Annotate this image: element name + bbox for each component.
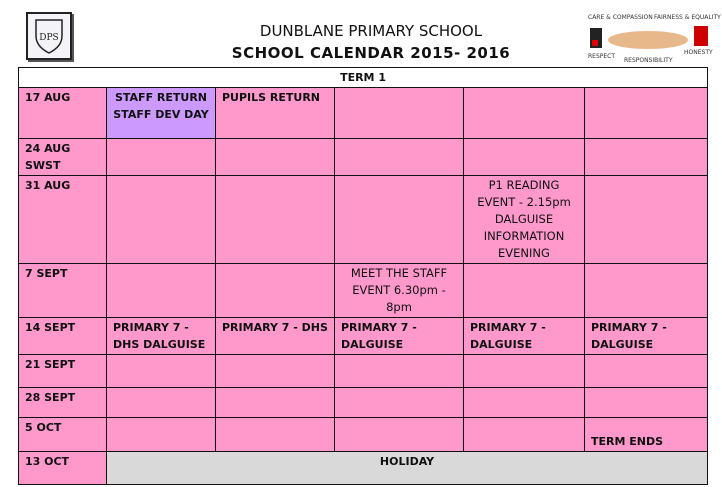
event-cell: PRIMARY 7 - DALGUISE xyxy=(335,318,464,355)
event-cell xyxy=(335,176,464,264)
event-cell: MEET THE STAFF EVENT 6.30pm - 8pm xyxy=(335,264,464,318)
crest-letters: DPS xyxy=(39,33,59,43)
event-cell xyxy=(585,176,708,264)
event-cell xyxy=(464,418,585,452)
calendar-table xyxy=(18,67,708,485)
event-cell: STAFF RETURN STAFF DEV DAY xyxy=(107,88,216,139)
event-cell xyxy=(335,88,464,139)
event-cell xyxy=(335,388,464,418)
event-cell xyxy=(585,139,708,176)
event-cell xyxy=(216,388,335,418)
svg-text:RESPECT: RESPECT xyxy=(588,53,616,60)
event-cell xyxy=(464,388,585,418)
holiday-cell: HOLIDAY xyxy=(107,452,708,485)
event-cell xyxy=(464,88,585,139)
svg-text:RESPONSIBILITY: RESPONSIBILITY xyxy=(624,57,673,64)
event-cell xyxy=(107,355,216,388)
event-cell xyxy=(216,264,335,318)
event-cell xyxy=(464,264,585,318)
event-cell: TERM ENDS xyxy=(585,418,708,452)
week-label: 24 AUG SWST xyxy=(19,139,107,176)
week-label: 31 AUG xyxy=(19,176,107,264)
event-cell xyxy=(585,264,708,318)
event-cell xyxy=(107,418,216,452)
week-label: 28 SEPT xyxy=(19,388,107,418)
event-cell xyxy=(216,355,335,388)
event-cell xyxy=(107,139,216,176)
school-name: DUNBLANE PRIMARY SCHOOL xyxy=(259,22,483,40)
event-cell xyxy=(585,388,708,418)
week-label: 21 SEPT xyxy=(19,355,107,388)
event-cell: PRIMARY 7 - DHS DALGUISE xyxy=(107,318,216,355)
event-cell: PRIMARY 7 - DHS xyxy=(216,318,335,355)
term-heading: TERM 1 xyxy=(19,68,708,88)
svg-text:HONESTY: HONESTY xyxy=(684,49,713,56)
week-label: 13 OCT xyxy=(19,452,107,485)
event-cell xyxy=(335,418,464,452)
event-cell xyxy=(107,264,216,318)
event-cell: P1 READING EVENT - 2.15pm DALGUISE INFORMATION EVENING xyxy=(464,176,585,264)
values-handshake-logo xyxy=(586,10,721,64)
svg-text:CARE & COMPASSION: CARE & COMPASSION xyxy=(588,14,653,21)
event-cell: PUPILS RETURN xyxy=(216,88,335,139)
event-cell xyxy=(107,388,216,418)
event-cell xyxy=(216,176,335,264)
event-cell xyxy=(464,139,585,176)
event-cell xyxy=(216,139,335,176)
event-cell xyxy=(216,418,335,452)
week-label: 14 SEPT xyxy=(19,318,107,355)
event-cell xyxy=(464,355,585,388)
week-label: 7 SEPT xyxy=(19,264,107,318)
event-cell xyxy=(335,139,464,176)
event-cell xyxy=(585,355,708,388)
event-cell: PRIMARY 7 - DALGUISE xyxy=(585,318,708,355)
event-cell: PRIMARY 7 - DALGUISE xyxy=(464,318,585,355)
week-label: 5 OCT xyxy=(19,418,107,452)
week-label: 17 AUG xyxy=(19,88,107,139)
event-cell xyxy=(585,88,708,139)
event-cell xyxy=(335,355,464,388)
calendar-title: SCHOOL CALENDAR 2015- 2016 xyxy=(231,44,511,62)
svg-text:FAIRNESS & EQUALITY: FAIRNESS & EQUALITY xyxy=(654,14,721,21)
event-cell xyxy=(107,176,216,264)
